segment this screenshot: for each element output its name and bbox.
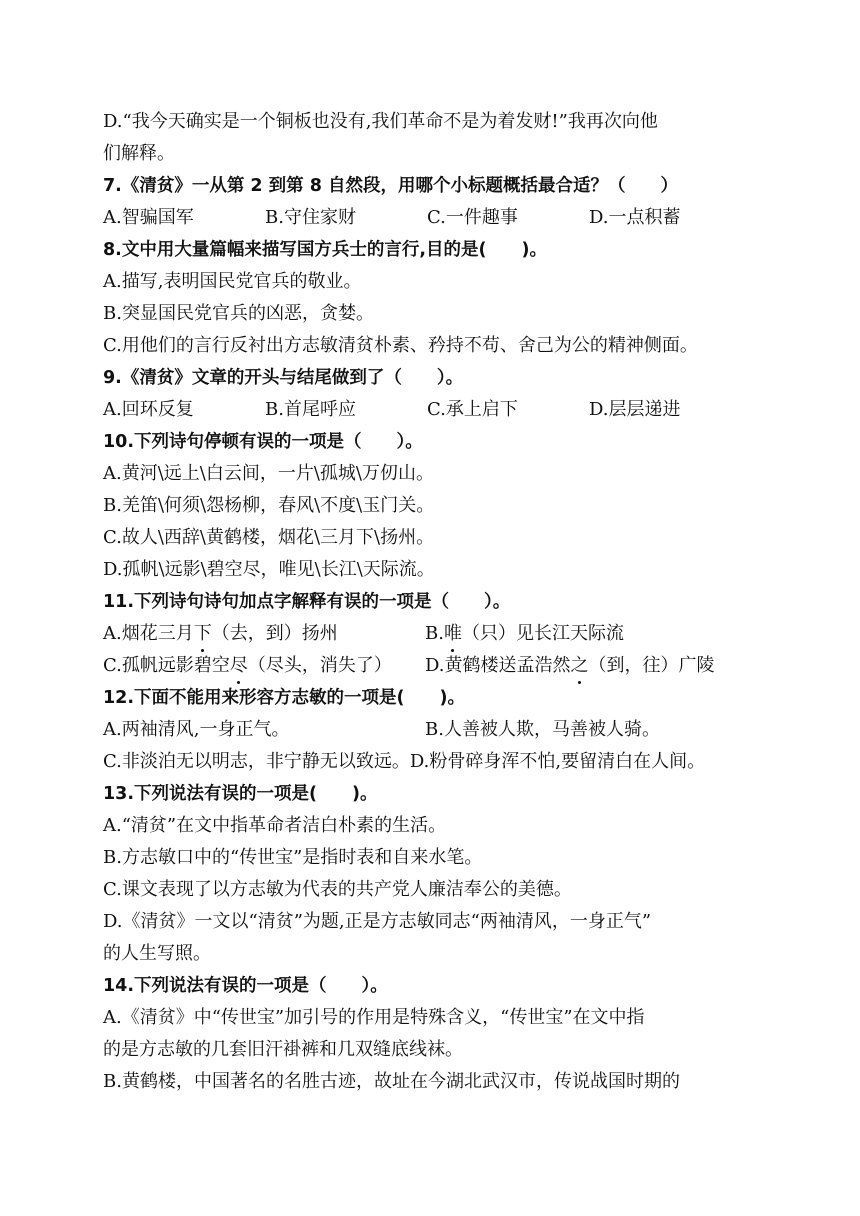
option-text: C.孤帆远影碧空 <box>103 655 230 676</box>
question-stem: 7.《清贫》一从第 2 到第 8 自然段，用哪个小标题概括最合适？（ ） <box>103 176 679 196</box>
option-cell: A.回环反复 <box>103 399 194 420</box>
text-line: B.羌笛\何须\怨杨柳，春风\不度\玉门关。 <box>103 495 435 516</box>
text-line: C.非淡泊无以明志，非宁静无以致远。D.粉骨碎身浑不怕,要留清白在人间。 <box>103 751 706 772</box>
emphasis-dot-char: 尽 <box>230 650 248 682</box>
text-line: 们解释。 <box>103 143 175 164</box>
option-cell: D.一点积蓄 <box>589 207 681 228</box>
text-line: C.用他们的言行反衬出方志敏清贫朴素、矜持不苟、舍己为公的精神侧面。 <box>103 335 698 356</box>
text-line: B.黄鹤楼，中国著名的名胜古迹，故址在今湖北武汉市，传说战国时期的 <box>103 1071 680 1092</box>
document-body <box>103 106 763 1098</box>
option-text: D.黄鹤楼送孟浩然 <box>425 655 571 676</box>
text-line: A.“清贫”在文中指革命者洁白朴素的生活。 <box>103 815 447 836</box>
emphasis-dot-char: 下 <box>194 618 212 650</box>
question-stem: 13.下列说法有误的一项是( )。 <box>103 784 378 804</box>
text-line: 的人生写照。 <box>103 943 211 964</box>
text-line: A.黄河\远上\白云间，一片\孤城\万仞山。 <box>103 463 434 484</box>
text-line: D.《清贫》一文以“清贫”为题,正是方志敏同志“两袖清风，一身正气” <box>103 911 652 932</box>
option-cell: A.智骗国军 <box>103 207 194 228</box>
question-stem: 8.文中用大量篇幅来描写国方兵士的言行,目的是( )。 <box>103 240 547 260</box>
option-text: （只）见长江天际流 <box>461 623 624 644</box>
option-cell <box>425 650 747 682</box>
option-text: B. <box>425 623 444 644</box>
option-text: A.烟花三月 <box>103 623 194 644</box>
option-cell: A.两袖清风,一身正气。 <box>103 719 290 740</box>
option-row <box>103 714 763 746</box>
emphasis-dot-char: 唯 <box>444 618 462 650</box>
option-cell <box>425 618 747 650</box>
text-line: C.故人\西辞\黄鹤楼，烟花\三月下\扬州。 <box>103 527 435 548</box>
option-text: （到，往）广陵 <box>588 655 715 676</box>
question-stem: 14.下列说法有误的一项是（ ）。 <box>103 976 388 996</box>
question-stem: 9.《清贫》文章的开头与结尾做到了（ ）。 <box>103 368 464 388</box>
text-line: A.《清贫》中“传世宝”加引号的作用是特殊含义，“传世宝”在文中指 <box>103 1007 645 1028</box>
text-line: D.孤帆\远影\碧空尽，唯见\长江\天际流。 <box>103 559 435 580</box>
option-cell: B.人善被人欺，马善被人骑。 <box>425 719 660 740</box>
option-cell: D.层层递进 <box>589 399 681 420</box>
option-row <box>103 394 763 426</box>
option-cell <box>103 618 425 650</box>
text-line: B.突显国民党官兵的凶恶，贪婪。 <box>103 303 374 324</box>
option-row <box>103 618 763 650</box>
question-stem: 11.下列诗句诗句加点字解释有误的一项是（ ）。 <box>103 592 511 612</box>
option-text: （尽头，消失了） <box>247 655 392 676</box>
option-row <box>103 202 763 234</box>
option-cell: B.首尾呼应 <box>265 399 356 420</box>
question-stem: 12.下面不能用来形容方志敏的一项是( )。 <box>103 688 465 708</box>
option-text: （去，到）扬州 <box>211 623 338 644</box>
emphasis-dot-char: 之 <box>571 650 589 682</box>
option-cell <box>103 650 425 682</box>
text-line: 的是方志敏的几套旧汗褂裤和几双缝底线袜。 <box>103 1039 463 1060</box>
text-line: B.方志敏口中的“传世宝”是指时表和自来水笔。 <box>103 847 483 868</box>
text-line: D.“我今天确实是一个铜板也没有,我们革命不是为着发财!”我再次向他 <box>103 111 658 132</box>
question-stem: 10.下列诗句停顿有误的一项是（ ）。 <box>103 432 423 452</box>
text-line: A.描写,表明国民党官兵的敬业。 <box>103 271 362 292</box>
option-cell: C.承上启下 <box>427 399 518 420</box>
text-line: C.课文表现了以方志敏为代表的共产党人廉洁奉公的美德。 <box>103 879 572 900</box>
option-cell: C.一件趣事 <box>427 207 518 228</box>
option-cell: B.守住家财 <box>265 207 356 228</box>
option-row <box>103 650 763 682</box>
